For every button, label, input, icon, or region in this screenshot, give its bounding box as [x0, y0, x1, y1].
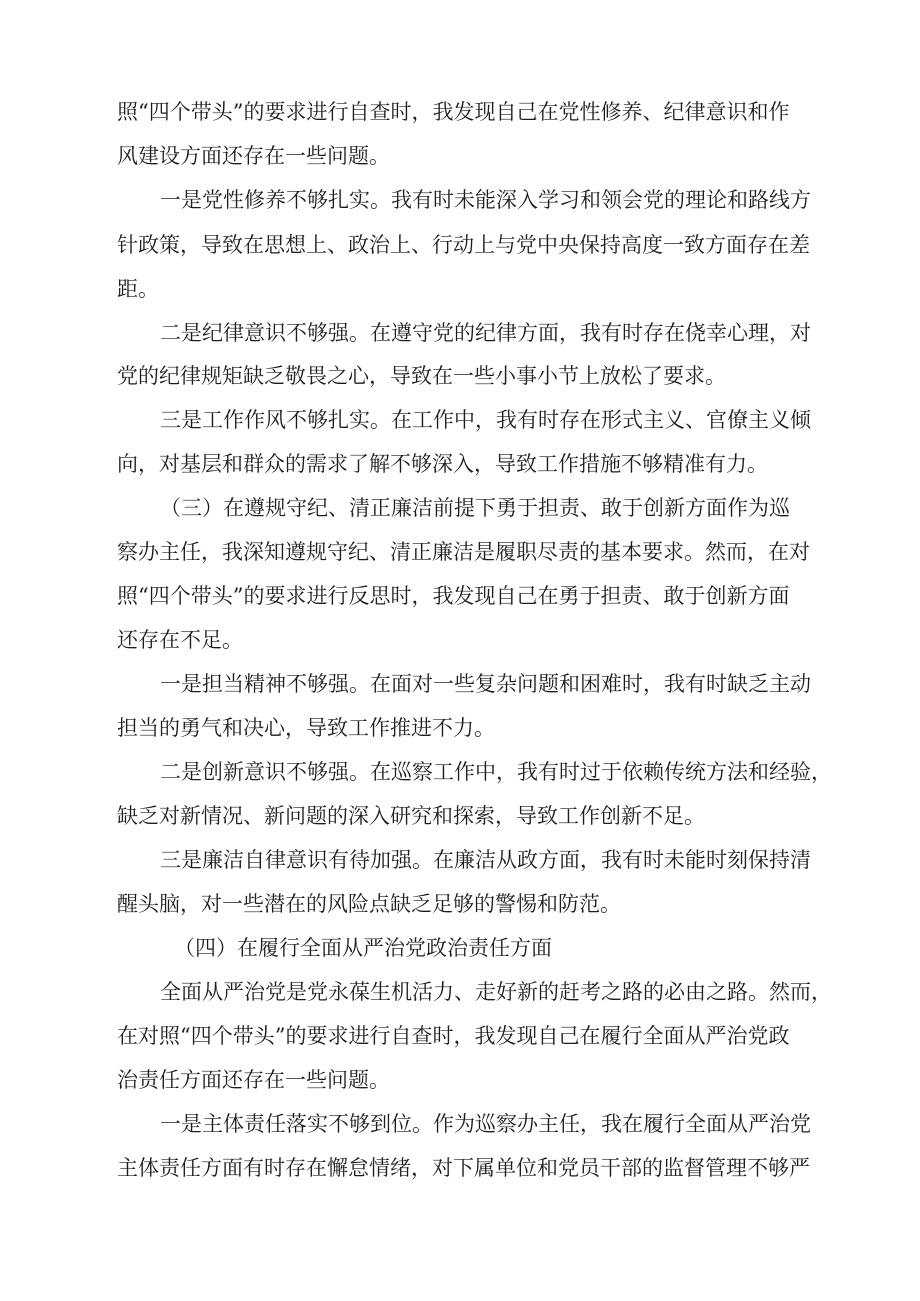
text-line: 向，对基层和群众的需求了解不够深入，导致工作措施不够精准有力。 [117, 452, 768, 476]
text-line: 担当的勇气和决心，导致工作推进不力。 [117, 716, 495, 740]
text-line: 三是廉洁自律意识有待加强。在廉洁从政方面，我有时未能时刻保持清 [160, 848, 811, 872]
text-line: 二是创新意识不够强。在巡察工作中，我有时过于依赖传统方法和经验， [160, 760, 832, 784]
text-line: 照“四个带头”的要求进行自查时，我发现自己在党性修养、纪律意识和作 [117, 100, 790, 124]
text-line: 一是担当精神不够强。在面对一些复杂问题和困难时，我有时缺乏主动 [160, 672, 811, 696]
text-line: 一是党性修养不够扎实。我有时未能深入学习和领会党的理论和路线方 [160, 188, 811, 212]
text-line: 缺乏对新情况、新问题的深入研究和探索，导致工作创新不足。 [117, 804, 705, 828]
section-heading: （四）在履行全面从严治党政治责任方面 [174, 936, 552, 960]
text-line: 针政策，导致在思想上、政治上、行动上与党中央保持高度一致方面存在差 [117, 233, 810, 257]
text-line: 全面从严治党是党永葆生机活力、走好新的赶考之路的必由之路。然而， [160, 980, 832, 1004]
section-heading: （三）在遵规守纪、清正廉洁前提下勇于担责、敢于创新方面作为巡 [160, 496, 790, 520]
text-line: 治责任方面还存在一些问题。 [117, 1068, 390, 1092]
text-line: 察办主任，我深知遵规守纪、清正廉洁是履职尽责的基本要求。然而，在对 [117, 540, 810, 564]
text-line: 一是主体责任落实不够到位。作为巡察办主任，我在履行全面从严治党 [160, 1112, 811, 1136]
text-line: 醒头脑，对一些潜在的风险点缺乏足够的警惕和防范。 [117, 892, 621, 916]
text-line: 照“四个带头”的要求进行反思时，我发现自己在勇于担责、敢于创新方面 [117, 584, 790, 608]
text-line: 三是工作作风不够扎实。在工作中，我有时存在形式主义、官僚主义倾 [160, 408, 811, 432]
text-line: 距。 [117, 277, 159, 301]
text-line: 二是纪律意识不够强。在遵守党的纪律方面，我有时存在侥幸心理，对 [160, 321, 811, 345]
text-line: 党的纪律规矩缺乏敬畏之心，导致在一些小事小节上放松了要求。 [117, 364, 726, 388]
text-line: 还存在不足。 [117, 628, 243, 652]
text-line: 在对照“四个带头”的要求进行自查时，我发现自己在履行全面从严治党政 [117, 1024, 790, 1048]
text-line: 主体责任方面有时存在懈怠情绪，对下属单位和党员干部的监督管理不够严 [117, 1156, 810, 1180]
text-line: 风建设方面还存在一些问题。 [117, 144, 390, 168]
